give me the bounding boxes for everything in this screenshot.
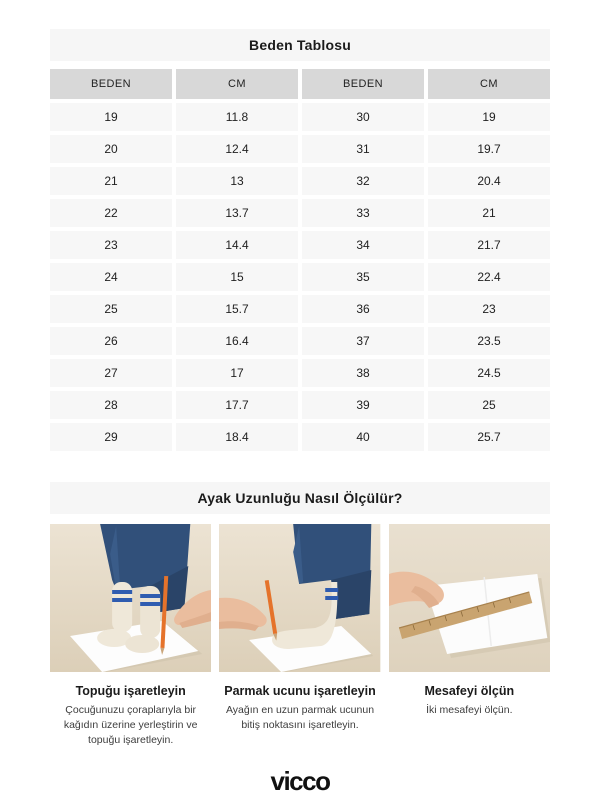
- size-table-cell: 23.5: [428, 327, 550, 355]
- size-table-cell: 35: [302, 263, 424, 291]
- size-table-cell: 11.8: [176, 103, 298, 131]
- size-table-cell: 39: [302, 391, 424, 419]
- size-table-cell: 36: [302, 295, 424, 323]
- size-table-cell: 21: [428, 199, 550, 227]
- size-table-cell: 34: [302, 231, 424, 259]
- measure-guide-title: Ayak Uzunluğu Nasıl Ölçülür?: [197, 490, 403, 506]
- size-table-cell: 15: [176, 263, 298, 291]
- size-table-cell: 22: [50, 199, 172, 227]
- size-table-cell: 23: [428, 295, 550, 323]
- size-table-cell: 20.4: [428, 167, 550, 195]
- size-table-cell: 19: [50, 103, 172, 131]
- size-table-cell: 17: [176, 359, 298, 387]
- size-table-cell: 23: [50, 231, 172, 259]
- size-table-cell: 37: [302, 327, 424, 355]
- caption-mark-heel-heading: Topuğu işaretleyin: [75, 684, 186, 698]
- caption-mark-heel: [50, 684, 211, 748]
- caption-mark-toe-description: Ayağın en uzun parmak ucunun bitiş noktasını işaretleyin.: [225, 704, 375, 731]
- caption-measure-distance-description: İki mesafeyi ölçün.: [426, 704, 513, 716]
- size-table-cell: 13: [176, 167, 298, 195]
- size-table-cell: 26: [50, 327, 172, 355]
- brand-footer: [50, 766, 550, 800]
- size-table-cell: 21.7: [428, 231, 550, 259]
- size-table-cell: 19.7: [428, 135, 550, 163]
- caption-measure-distance-heading: Mesafeyi ölçün: [424, 684, 515, 698]
- size-table-cell: 40: [302, 423, 424, 451]
- caption-mark-toe-heading: Parmak ucunu işaretleyin: [224, 684, 376, 698]
- size-table-header-beden-right: BEDEN: [302, 69, 424, 99]
- size-chart-title-bar: [50, 29, 550, 61]
- size-table-cell: 31: [302, 135, 424, 163]
- size-table-header-cm-right: CM: [428, 69, 550, 99]
- size-table-cell: 15.7: [176, 295, 298, 323]
- size-table-cell: 25: [428, 391, 550, 419]
- mark-toe-photo: [219, 524, 380, 672]
- size-table-cell: 22.4: [428, 263, 550, 291]
- size-table-cell: 38: [302, 359, 424, 387]
- size-table-cell: 16.4: [176, 327, 298, 355]
- size-table-cell: 12.4: [176, 135, 298, 163]
- size-table-cell: 24.5: [428, 359, 550, 387]
- size-table-cell: 32: [302, 167, 424, 195]
- size-table-cell: 27: [50, 359, 172, 387]
- measure-distance-photo: [389, 524, 550, 672]
- vicco-logo: vicco: [270, 766, 330, 796]
- measure-guide-title-bar: [50, 482, 550, 514]
- size-table-cell: 13.7: [176, 199, 298, 227]
- size-table-cell: 14.4: [176, 231, 298, 259]
- size-table-cell: 21: [50, 167, 172, 195]
- size-table-header-beden-left: BEDEN: [50, 69, 172, 99]
- size-table-cell: 25.7: [428, 423, 550, 451]
- caption-measure-distance: [389, 684, 550, 748]
- size-table-cell: 29: [50, 423, 172, 451]
- size-chart-title: Beden Tablosu: [249, 37, 351, 53]
- size-table-cell: 19: [428, 103, 550, 131]
- mark-heel-photo: [50, 524, 211, 672]
- measure-guide-captions: [50, 684, 550, 748]
- measure-guide-photos: [50, 524, 550, 672]
- size-table-cell: 20: [50, 135, 172, 163]
- size-table-cell: 24: [50, 263, 172, 291]
- size-table-cell: 18.4: [176, 423, 298, 451]
- size-table-cell: 33: [302, 199, 424, 227]
- size-table-cell: 30: [302, 103, 424, 131]
- size-table-cell: 17.7: [176, 391, 298, 419]
- size-table: [50, 69, 550, 451]
- caption-mark-toe: [219, 684, 380, 748]
- size-table-header-cm-left: CM: [176, 69, 298, 99]
- size-table-cell: 28: [50, 391, 172, 419]
- caption-mark-heel-description: Çocuğunuzu çoraplarıyla bir kağıdın üzerine yerleştirin ve topuğu işaretleyin.: [63, 704, 198, 746]
- size-table-cell: 25: [50, 295, 172, 323]
